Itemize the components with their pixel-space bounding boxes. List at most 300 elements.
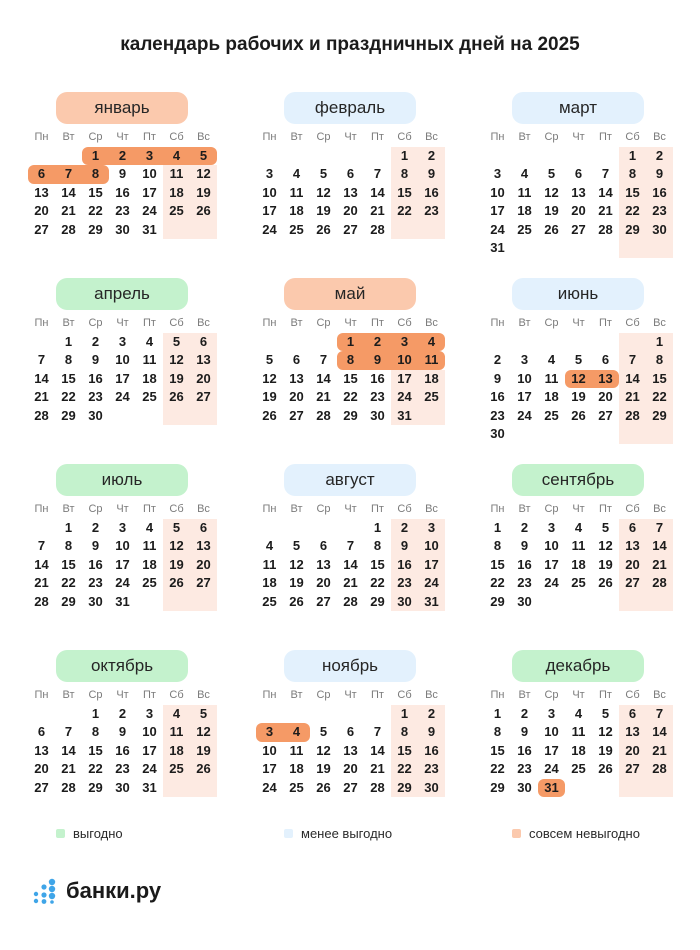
- day-cell: 8: [64, 538, 73, 553]
- day-cell: 9: [91, 538, 100, 553]
- day-cell: 24: [544, 761, 559, 776]
- day-cell: 31: [142, 779, 157, 795]
- month-name: июль: [56, 464, 188, 496]
- day-cell: 5: [163, 333, 190, 352]
- empty-cell: [646, 779, 673, 798]
- day-cell: 23: [646, 202, 673, 221]
- day-cell: 2: [493, 352, 502, 367]
- month-1: [28, 92, 221, 278]
- weekday-label: Пн: [34, 317, 49, 329]
- day-cell: 24: [142, 761, 157, 776]
- empty-cell: [511, 425, 538, 444]
- day-cell: 15: [391, 742, 418, 761]
- brand-logo[interactable]: [32, 878, 161, 904]
- empty-cell: [418, 221, 445, 240]
- day-cell: 22: [490, 575, 505, 590]
- day-cell: 18: [571, 742, 586, 758]
- day-cell: 7: [37, 352, 46, 367]
- day-cell: 3: [118, 333, 127, 349]
- day-cell: 25: [289, 221, 304, 237]
- day-cell: 6: [346, 166, 355, 181]
- empty-cell: [484, 147, 511, 166]
- day-cell: 8: [64, 352, 73, 367]
- day-cell: 15: [490, 742, 505, 758]
- day-cell: 18: [163, 184, 190, 203]
- day-cell: 21: [34, 575, 49, 590]
- day-cell: 19: [316, 203, 331, 218]
- day-cell: 30: [88, 407, 103, 423]
- day-cell: 16: [646, 184, 673, 203]
- day-cell: 26: [316, 221, 331, 237]
- day-cell: 24: [142, 203, 157, 218]
- empty-cell: [592, 239, 619, 258]
- weekday-label: Чт: [572, 317, 585, 329]
- month-6: [484, 278, 677, 464]
- day-cell: 28: [370, 221, 385, 237]
- weekday-label: Чт: [116, 689, 129, 701]
- month-grid: [256, 314, 445, 425]
- day-cell: 22: [61, 389, 76, 404]
- day-cell: 4: [574, 519, 583, 535]
- month-name: октябрь: [56, 650, 188, 682]
- weekday-label: Вс: [425, 317, 438, 329]
- day-cell: 13: [190, 537, 217, 556]
- day-cell: 30: [517, 779, 532, 795]
- day-cell: 8: [391, 723, 418, 742]
- day-cell: 29: [88, 221, 103, 237]
- weekday-label: Пн: [34, 503, 49, 515]
- day-cell: 10: [142, 724, 157, 739]
- day-cell: 2: [109, 147, 136, 166]
- weekday-label: Вс: [425, 131, 438, 143]
- day-cell: 12: [163, 351, 190, 370]
- day-cell: 18: [544, 389, 559, 404]
- day-cell: 21: [370, 761, 385, 776]
- weekday-label: Сб: [397, 317, 412, 329]
- empty-cell: [538, 593, 565, 612]
- day-cell: 16: [418, 742, 445, 761]
- day-cell: 27: [571, 221, 586, 237]
- legend-swatch-favorable: [56, 829, 65, 838]
- day-cell: 20: [343, 203, 358, 218]
- day-cell: 23: [391, 574, 418, 593]
- empty-cell: [619, 333, 646, 352]
- day-cell: 24: [418, 574, 445, 593]
- weekday-label: Пн: [490, 317, 505, 329]
- empty-cell: [619, 593, 646, 612]
- day-cell: 25: [163, 202, 190, 221]
- day-cell: 7: [373, 724, 382, 739]
- day-cell: 6: [574, 166, 583, 181]
- day-cell: 2: [118, 705, 127, 721]
- weekday-label: Пт: [143, 131, 156, 143]
- day-cell: 19: [289, 575, 304, 590]
- day-cell: 11: [163, 165, 190, 184]
- day-cell: 31: [391, 407, 418, 426]
- day-cell: 31: [538, 779, 565, 798]
- day-cell: 1: [391, 705, 418, 724]
- day-cell: 18: [262, 575, 277, 590]
- day-cell: 3: [418, 519, 445, 538]
- weekday-label: Ср: [544, 131, 559, 143]
- day-cell: 18: [418, 370, 445, 389]
- month-grid: [484, 500, 673, 611]
- day-cell: 7: [55, 165, 82, 184]
- day-cell: 30: [418, 779, 445, 798]
- day-cell: 30: [391, 593, 418, 612]
- day-cell: 29: [490, 593, 505, 609]
- dots-logo-icon: [32, 878, 60, 904]
- day-cell: 26: [190, 760, 217, 779]
- day-cell: 4: [145, 333, 154, 349]
- weekday-label: Вс: [653, 503, 666, 515]
- day-cell: 13: [619, 723, 646, 742]
- day-cell: 22: [391, 202, 418, 221]
- weekday-label: Сб: [625, 689, 640, 701]
- month-grid: [484, 314, 673, 444]
- day-cell: 13: [34, 742, 49, 758]
- weekday-label: Сб: [169, 131, 184, 143]
- day-cell: 30: [517, 593, 532, 609]
- weekday-label: Вт: [290, 131, 303, 143]
- empty-cell: [337, 519, 364, 538]
- page-title: календарь рабочих и праздничных дней на 2025: [120, 34, 580, 55]
- day-cell: 7: [373, 166, 382, 181]
- day-cell: 26: [316, 779, 331, 795]
- day-cell: 13: [289, 370, 304, 386]
- day-cell: 17: [115, 556, 130, 572]
- day-cell: 27: [343, 779, 358, 795]
- weekday-label: Вт: [290, 689, 303, 701]
- day-cell: 1: [493, 519, 502, 535]
- day-cell: 11: [418, 351, 445, 370]
- day-cell: 26: [163, 574, 190, 593]
- empty-cell: [592, 593, 619, 612]
- day-cell: 19: [163, 370, 190, 389]
- day-cell: 28: [61, 221, 76, 237]
- day-cell: 15: [490, 556, 505, 572]
- day-cell: 27: [190, 574, 217, 593]
- weekday-label: Пт: [371, 131, 384, 143]
- day-cell: 11: [571, 538, 586, 553]
- day-cell: 1: [337, 333, 364, 352]
- weekday-label: Вс: [653, 131, 666, 143]
- day-cell: 20: [619, 742, 646, 761]
- day-cell: 12: [598, 538, 613, 553]
- day-cell: 10: [262, 184, 277, 200]
- weekday-label: Сб: [625, 317, 640, 329]
- weekday-label: Ср: [88, 317, 103, 329]
- day-cell: 29: [391, 779, 418, 798]
- day-cell: 21: [61, 203, 76, 218]
- day-cell: 23: [517, 575, 532, 590]
- empty-cell: [592, 147, 619, 166]
- day-cell: 16: [418, 184, 445, 203]
- day-cell: 3: [118, 519, 127, 535]
- day-cell: 2: [418, 705, 445, 724]
- day-cell: 28: [61, 779, 76, 795]
- day-cell: 27: [619, 574, 646, 593]
- day-cell: 16: [370, 370, 385, 386]
- day-cell: 12: [598, 724, 613, 739]
- day-cell: 18: [142, 556, 157, 572]
- day-cell: 25: [544, 407, 559, 423]
- day-cell: 7: [346, 538, 355, 553]
- day-cell: 9: [391, 537, 418, 556]
- day-cell: 9: [91, 352, 100, 367]
- empty-cell: [163, 407, 190, 426]
- day-cell: 21: [61, 761, 76, 776]
- day-cell: 10: [115, 538, 130, 553]
- day-cell: 25: [142, 575, 157, 590]
- empty-cell: [256, 705, 283, 724]
- day-cell: 20: [34, 761, 49, 776]
- empty-cell: [511, 239, 538, 258]
- empty-cell: [364, 705, 391, 724]
- legend-swatch-less-favorable: [284, 829, 293, 838]
- day-cell: 18: [517, 203, 532, 218]
- day-cell: 7: [37, 538, 46, 553]
- legend: [56, 826, 656, 842]
- day-cell: 5: [547, 166, 556, 181]
- day-cell: 22: [88, 203, 103, 218]
- month-11: [256, 650, 449, 836]
- weekday-label: Пн: [490, 689, 505, 701]
- day-cell: 4: [547, 352, 556, 367]
- day-cell: 8: [82, 165, 109, 184]
- weekday-label: Пт: [371, 503, 384, 515]
- empty-cell: [163, 221, 190, 240]
- weekday-label: Сб: [169, 317, 184, 329]
- day-cell: 5: [190, 147, 217, 166]
- weekday-label: Вс: [197, 689, 210, 701]
- day-cell: 26: [163, 388, 190, 407]
- day-cell: 23: [115, 203, 130, 218]
- day-cell: 18: [289, 203, 304, 218]
- weekday-label: Сб: [397, 131, 412, 143]
- day-cell: 9: [493, 370, 502, 386]
- empty-cell: [538, 425, 565, 444]
- day-cell: 29: [646, 407, 673, 426]
- month-name: сентябрь: [512, 464, 644, 496]
- day-cell: 6: [292, 352, 301, 367]
- day-cell: 14: [34, 556, 49, 572]
- day-cell: 9: [118, 724, 127, 739]
- day-cell: 7: [619, 351, 646, 370]
- day-cell: 28: [343, 593, 358, 609]
- weekday-label: Сб: [169, 503, 184, 515]
- day-cell: 30: [115, 221, 130, 237]
- month-3: [484, 92, 677, 278]
- day-cell: 16: [517, 742, 532, 758]
- day-cell: 23: [418, 760, 445, 779]
- day-cell: 24: [262, 221, 277, 237]
- day-cell: 8: [493, 538, 502, 553]
- day-cell: 16: [115, 742, 130, 758]
- day-cell: 6: [346, 724, 355, 739]
- day-cell: 19: [598, 742, 613, 758]
- weekday-label: Чт: [572, 131, 585, 143]
- day-cell: 15: [88, 742, 103, 758]
- day-cell: 4: [265, 538, 274, 553]
- day-cell: 2: [646, 147, 673, 166]
- day-cell: 24: [115, 389, 130, 404]
- day-cell: 22: [490, 761, 505, 776]
- empty-cell: [592, 425, 619, 444]
- weekday-label: Пт: [371, 317, 384, 329]
- day-cell: 15: [619, 184, 646, 203]
- day-cell: 12: [316, 184, 331, 200]
- day-cell: 23: [115, 761, 130, 776]
- day-cell: 5: [292, 538, 301, 553]
- empty-cell: [28, 333, 55, 352]
- day-cell: 5: [574, 352, 583, 367]
- day-cell: 1: [493, 705, 502, 721]
- day-cell: 12: [565, 370, 592, 389]
- empty-cell: [364, 147, 391, 166]
- day-cell: 2: [91, 333, 100, 349]
- day-cell: 28: [34, 407, 49, 423]
- month-grid: [28, 128, 217, 239]
- day-cell: 14: [343, 556, 358, 572]
- day-cell: 22: [646, 388, 673, 407]
- day-cell: 19: [163, 556, 190, 575]
- calendar-months: [28, 92, 678, 836]
- day-cell: 19: [598, 556, 613, 572]
- day-cell: 21: [370, 203, 385, 218]
- day-cell: 23: [490, 407, 505, 423]
- day-cell: 5: [319, 724, 328, 739]
- weekday-label: Ср: [88, 689, 103, 701]
- day-cell: 9: [418, 165, 445, 184]
- day-cell: 1: [619, 147, 646, 166]
- day-cell: 13: [316, 556, 331, 572]
- day-cell: 17: [544, 556, 559, 572]
- day-cell: 4: [145, 519, 154, 535]
- empty-cell: [538, 333, 565, 352]
- day-cell: 24: [262, 779, 277, 795]
- weekday-label: Пт: [599, 131, 612, 143]
- day-cell: 27: [316, 593, 331, 609]
- empty-cell: [484, 333, 511, 352]
- day-cell: 1: [91, 705, 100, 721]
- day-cell: 23: [88, 389, 103, 404]
- day-cell: 2: [391, 519, 418, 538]
- day-cell: 11: [142, 538, 157, 553]
- weekday-label: Пт: [599, 503, 612, 515]
- day-cell: 21: [646, 742, 673, 761]
- day-cell: 23: [88, 575, 103, 590]
- day-cell: 5: [319, 166, 328, 181]
- empty-cell: [310, 519, 337, 538]
- day-cell: 1: [82, 147, 109, 166]
- day-cell: 28: [619, 407, 646, 426]
- month-name: февраль: [284, 92, 416, 124]
- weekday-label: Ср: [316, 503, 331, 515]
- day-cell: 10: [544, 538, 559, 553]
- empty-cell: [283, 147, 310, 166]
- empty-cell: [391, 221, 418, 240]
- empty-cell: [646, 239, 673, 258]
- weekday-label: Пн: [34, 131, 49, 143]
- month-12: [484, 650, 677, 836]
- month-grid: [484, 686, 673, 797]
- empty-cell: [418, 407, 445, 426]
- day-cell: 24: [490, 221, 505, 237]
- day-cell: 4: [292, 166, 301, 181]
- day-cell: 30: [646, 221, 673, 240]
- day-cell: 21: [343, 575, 358, 590]
- day-cell: 25: [289, 779, 304, 795]
- month-grid: [256, 500, 445, 611]
- weekday-label: Пн: [262, 131, 277, 143]
- empty-cell: [136, 407, 163, 426]
- day-cell: 28: [316, 407, 331, 423]
- day-cell: 31: [490, 240, 505, 255]
- day-cell: 3: [547, 519, 556, 535]
- month-name: май: [284, 278, 416, 310]
- day-cell: 5: [601, 705, 610, 721]
- day-cell: 14: [646, 723, 673, 742]
- weekday-label: Вс: [653, 317, 666, 329]
- day-cell: 18: [289, 761, 304, 776]
- weekday-label: Ср: [316, 317, 331, 329]
- weekday-label: Пн: [490, 503, 505, 515]
- day-cell: 29: [343, 407, 358, 423]
- empty-cell: [511, 333, 538, 352]
- day-cell: 10: [418, 537, 445, 556]
- legend-label: менее выгодно: [301, 826, 393, 841]
- day-cell: 14: [61, 742, 76, 758]
- weekday-label: Пт: [143, 689, 156, 701]
- day-cell: 7: [319, 352, 328, 367]
- empty-cell: [136, 593, 163, 612]
- day-cell: 27: [190, 388, 217, 407]
- empty-cell: [55, 705, 82, 724]
- day-cell: 3: [547, 705, 556, 721]
- day-cell: 16: [115, 184, 130, 200]
- weekday-label: Сб: [397, 689, 412, 701]
- empty-cell: [565, 147, 592, 166]
- day-cell: 20: [190, 370, 217, 389]
- weekday-label: Чт: [344, 689, 357, 701]
- empty-cell: [619, 239, 646, 258]
- day-cell: 19: [316, 761, 331, 776]
- day-cell: 31: [115, 593, 130, 609]
- weekday-label: Вт: [62, 503, 75, 515]
- weekday-label: Чт: [344, 503, 357, 515]
- day-cell: 17: [142, 742, 157, 758]
- day-cell: 2: [91, 519, 100, 535]
- day-cell: 30: [490, 426, 505, 441]
- day-cell: 7: [601, 166, 610, 181]
- day-cell: 30: [88, 593, 103, 609]
- legend-item-less-favorable: [284, 826, 392, 841]
- day-cell: 22: [370, 575, 385, 590]
- day-cell: 4: [283, 723, 310, 742]
- weekday-label: Ср: [88, 503, 103, 515]
- day-cell: 9: [520, 724, 529, 739]
- day-cell: 1: [373, 519, 382, 535]
- day-cell: 25: [142, 389, 157, 404]
- day-cell: 12: [262, 370, 277, 386]
- day-cell: 19: [190, 742, 217, 761]
- day-cell: 22: [61, 575, 76, 590]
- weekday-label: Ср: [544, 317, 559, 329]
- weekday-label: Вт: [290, 503, 303, 515]
- day-cell: 6: [319, 538, 328, 553]
- day-cell: 24: [517, 407, 532, 423]
